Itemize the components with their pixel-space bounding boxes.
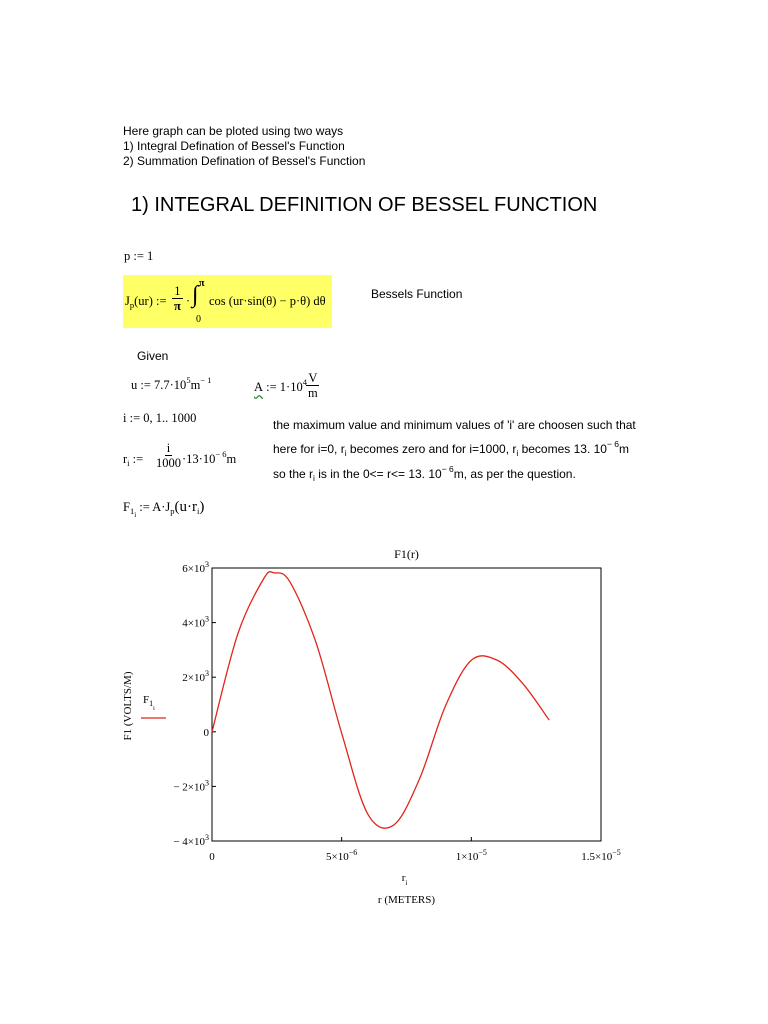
u-definition: u := $7.7\cdot 10^5m^{- 1}$ (131, 375, 212, 392)
x-axis-label: r (METERS) (377, 894, 436, 906)
F-definition: $F_{1i}$ := $A\cdot J_p(u\cdot r_i)$ (123, 499, 205, 519)
x-tick-label: $1\times 10^{-5}$ (455, 848, 487, 863)
plot-frame (212, 568, 601, 841)
intro-line-3: 2) Summation Defination of Bessel's Function (123, 154, 366, 168)
bessel-label: Bessels Function (371, 287, 463, 301)
series-line (212, 572, 549, 829)
y-axis-label: F1 (VOLTS/M) (122, 671, 134, 741)
intro-line-2: 1) Integral Defination of Bessel's Function (123, 139, 345, 153)
integral-lower-limit: 0 (196, 314, 201, 325)
x-tick-label: 0 (209, 851, 215, 863)
bessel-fraction: $\frac{1}{\pi}$ (174, 284, 181, 313)
intro-line-1: Here graph can be ploted using two ways (123, 124, 344, 138)
bessel-integrand: cos (ur·sin(θ) − p·θ) dθ (209, 294, 326, 308)
x-variable-label: $r_i$ (401, 872, 408, 887)
i-range-definition: i := 0, 1.. 1000 (123, 411, 197, 425)
section-heading: 1) INTEGRAL DEFINITION OF BESSEL FUNCTION (131, 194, 598, 216)
given-label: Given (137, 349, 169, 363)
integral-upper-limit: π (199, 278, 205, 289)
integral-sign: ∫ (192, 282, 199, 308)
chart-title: F1(r) (394, 547, 419, 561)
legend-label: $F_{1i}$ (143, 694, 155, 712)
y-tick-label: − $4\times 10^3$ (173, 833, 209, 848)
A-unit: $\frac{V}{m}$ (308, 371, 318, 400)
r-definition-fraction: $\frac{i}{1000}$ (156, 441, 181, 470)
bessel-dot: · (186, 294, 191, 308)
note-line-3: so the $r_i$ is in the 0<= r<= 13. $10^{- 6}m$, as per the question. (273, 464, 576, 483)
y-tick-label: 0 (203, 726, 209, 739)
y-tick-label: $2\times 10^3$ (182, 669, 209, 685)
note-line-1: the maximum value and minimum values of 'i' are choosen such that (273, 418, 636, 432)
y-tick-label: $6\times 10^3$ (182, 560, 209, 575)
p-definition: p := 1 (124, 249, 154, 263)
x-tick-label: $5\times 10^{-6}$ (326, 848, 358, 863)
bessel-lhs: $J_p(ur)$ := (125, 294, 167, 310)
r-definition-rhs: $\cdot 13\cdot 10^{- 6}m$ (182, 449, 237, 466)
A-definition: A := $1\cdot 10^4$ (254, 377, 307, 394)
x-tick-label: $1.5\times 10^{-5}$ (581, 848, 621, 863)
y-tick-label: $4\times 10^3$ (182, 614, 209, 630)
y-tick-label: − $2\times 10^3$ (173, 778, 209, 794)
r-definition-lhs: $r_i$ := (123, 452, 144, 468)
note-line-2: here for i=0, $r_i$ becomes zero and for i=1000, $r_i$ becomes 13. $10^{- 6}m$ (273, 439, 630, 458)
